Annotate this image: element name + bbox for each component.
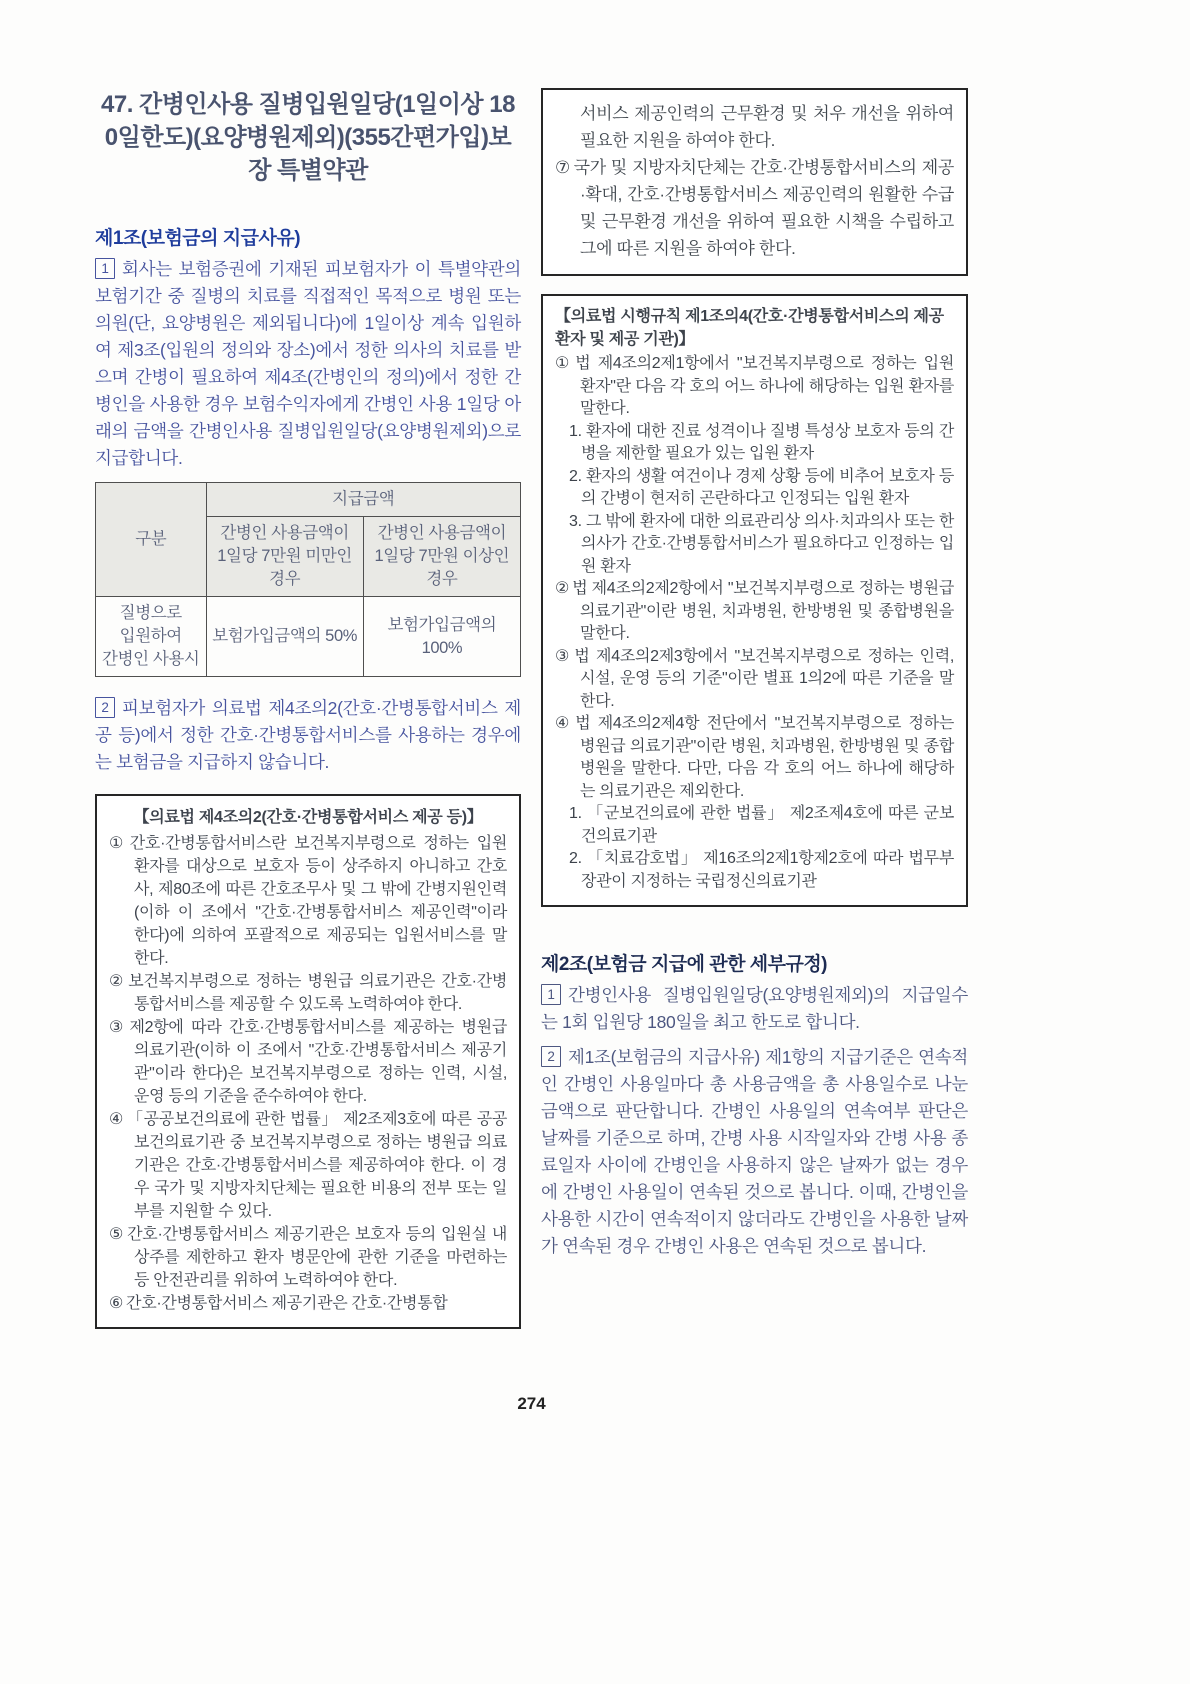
circled-number: ② [555,580,570,597]
article1-heading: 제1조(보험금의 지급사유) [95,228,301,249]
document-title: 47. 간병인사용 질병입원일당(1일이상 180일한도)(요양병원제외)(355간편가입)보장 특별약관 [101,91,515,184]
table-header-payment: 지급금액 [206,483,521,517]
law-box-item [555,713,954,803]
squared-number-1: 1 [541,984,561,1005]
squared-number-2: 2 [95,697,115,718]
squared-number-1: 1 [95,258,115,279]
law-box-item [555,578,954,646]
table-row-value-100: 보험가입금액의 100% [363,597,520,677]
law-box-item [109,1292,507,1315]
article2-paragraph-2 [541,1044,968,1260]
article2-paragraph-1 [541,982,968,1036]
article1-paragraph-1-text: 회사는 보험증권에 기재된 피보험자가 이 특별약관의 보험기간 중 질병의 치료를 직접적인 목적으로 병원 또는 의원(단, 요양병원은 제외됩니다)에 1일이상 계속 입원하여 제3조(입원의 정의와 장소)에서 정한 의사의 치료를 받으며 간병이 필요하여 제4조(간병인의 정의)에서 정한 간병인을 사용한 경우 보험수익자에게 간병인 사용 1일당 아래의 금액을 간병인사용 질병입원일당(요양병원제외)으로 지급합니다. [95,259,521,468]
circled-number: ⑦ [555,158,571,177]
law-box-item-text: 제2항에 따라 간호·간병통합서비스를 제공하는 병원급 의료기관(이하 이 조에서 "간호·간병통합서비스 제공기관"이라 한다)은 보건복지부령으로 정하는 인력, 시설, 운영 등의 기준을 준수하여야 한다. [129,1019,507,1105]
right-column [541,88,968,1268]
circled-number: ④ [109,1111,124,1128]
law-box-item [555,353,954,421]
page-number: 274 [517,1394,546,1413]
table-row-label: 질병으로 입원하여 간병인 사용시 [96,597,207,677]
law-box-enforcement-rule [541,294,968,907]
benefit-table [95,482,521,677]
article2-section [541,949,968,1260]
circled-number: ① [555,355,573,372]
law-box-item [109,970,507,1016]
law-box-sub-item: 1. 환자에 대한 진료 성격이나 질병 특성상 보호자 등의 간병을 제한할 필요가 있는 입원 환자 [569,422,954,462]
law-box-sub-item: 3. 그 밖에 환자에 대한 의료관리상 의사·치과의사 또는 한의사가 간호·간병통합서비스가 필요하다고 인정하는 입원 환자 [569,512,954,575]
article1-paragraph-1 [95,256,521,472]
law-box-continuation-text: 서비스 제공인력의 근무환경 및 처우 개선을 위하여 필요한 지원을 하여야 한다. [580,104,954,150]
left-column [95,88,521,1329]
law-box-item-text: 간호·간병통합서비스란 보건복지부령으로 정하는 입원 환자를 대상으로 보호자 등이 상주하지 아니하고 간호사, 제80조에 따른 간호조무사 및 그 밖에 간병지원인력(이하 이 조에서 "간호·간병통합서비스 제공인력"이라 한다)에 의하여 포괄적으로 제공되는 입원서비스를 말한다. [129,835,508,967]
table-row-value-50: 보험가입금액의 50% [206,597,363,677]
law-box-item [109,1223,507,1292]
table-subheader-over-70k: 간병인 사용금액이 1일당 7만원 이상인 경우 [363,517,520,597]
table-header-category: 구분 [96,483,207,597]
table-row [96,597,521,677]
circled-number: ④ [555,715,573,732]
law-box-medical-act-continued [541,88,968,276]
law-box-item [109,1016,507,1108]
law-box-item [109,832,507,970]
article2-heading: 제2조(보험금 지급에 관한 세부규정) [541,954,828,975]
circled-number: ⑥ [109,1295,124,1312]
law-box-item [555,154,954,262]
law-box-enforcement-rule-title: 【의료법 시행규칙 제1조의4(간호·간병통합서비스의 제공 환자 및 제공 기관)】 [555,308,944,348]
circled-number: ② [109,973,126,990]
law-box-medical-act [95,794,521,1329]
circled-number: ⑤ [109,1226,125,1243]
circled-number: ③ [555,647,572,665]
law-box-item-text: 간호·간병통합서비스 제공기관은 간호·간병통합 [126,1295,448,1312]
law-box-item-text: 보건복지부령으로 정하는 병원급 의료기관은 간호·간병통합서비스를 제공할 수 있도록 노력하여야 한다. [128,973,508,1013]
law-box-item-text: 간호·간병통합서비스 제공기관은 보호자 등의 입원실 내 상주를 제한하고 환자 병문안에 관한 기준을 마련하는 등 안전관리를 위하여 노력하여야 한다. [127,1226,508,1289]
circled-number: ③ [109,1019,127,1036]
article2-paragraph-1-text: 간병인사용 질병입원일당(요양병원제외)의 지급일수는 1회 입원당 180일을 최고 한도로 합니다. [541,985,968,1032]
law-box-item-text: 법 제4조의2제3항에서 "보건복지부령으로 정하는 인력, 시설, 운영 등의 기준"이란 별표 1의2에 따른 기준을 말한다. [574,647,954,710]
law-box-item-text: 법 제4조의2제4항 전단에서 "보건복지부령으로 정하는 병원급 의료기관"이란 병원, 치과병원, 한방병원 및 종합병원을 말한다. 다만, 다음 각 호의 어느 하나에 해당하는 의료기관은 제외한다. [575,715,954,800]
law-box-item-text: 법 제4조의2제1항에서 "보건복지부령으로 정하는 입원 환자"란 다음 각 호의 어느 하나에 해당하는 입원 환자를 말한다. [575,355,954,417]
law-box-item-text: 법 제4조의2제2항에서 "보건복지부령으로 정하는 병원급 의료기관"이란 병원, 치과병원, 한방병원 및 종합병원을 말한다. [572,580,954,642]
law-box-medical-act-title: 【의료법 제4조의2(간호·간병통합서비스 제공 등)】 [133,809,483,826]
circled-number: ① [109,835,127,852]
table-subheader-under-70k: 간병인 사용금액이 1일당 7만원 미만인 경우 [206,517,363,597]
article1-paragraph-2-text: 피보험자가 의료법 제4조의2(간호·간병통합서비스 제공 등)에서 정한 간호·간병통합서비스를 사용하는 경우에는 보험금을 지급하지 않습니다. [95,698,521,772]
squared-number-2: 2 [541,1046,561,1067]
law-box-item [555,646,954,714]
law-box-item [109,1108,507,1223]
article1-paragraph-2 [95,695,521,776]
law-box-sub-item: 1. 「군보건의료에 관한 법률」 제2조제4호에 따른 군보건의료기관 [569,805,954,845]
law-box-sub-item: 2. 환자의 생활 여건이나 경제 상황 등에 비추어 보호자 등의 간병이 현저히 곤란하다고 인정되는 입원 환자 [569,467,954,507]
law-box-item-text: 「공공보건의료에 관한 법률」 제2조제3호에 따른 공공보건의료기관 중 보건복지부령으로 정하는 병원급 의료기관은 간호·간병통합서비스를 제공하여야 한다. 이 경우 국가 및 지방자치단체는 필요한 비용의 전부 또는 일부를 지원할 수 있다. [127,1111,507,1220]
law-box-sub-item: 2. 「치료감호법」 제16조의2제1항제2호에 따라 법무부장관이 지정하는 국립정신의료기관 [569,850,954,890]
law-box-item-text: 국가 및 지방자치단체는 간호·간병통합서비스의 제공·확대, 간호·간병통합서비스 제공인력의 원활한 수급 및 근무환경 개선을 위하여 필요한 시책을 수립하고 그에 따른 지원을 하여야 한다. [573,158,954,258]
article2-paragraph-2-text: 제1조(보험금의 지급사유) 제1항의 지급기준은 연속적인 간병인 사용일마다 총 사용금액을 총 사용일수로 나눈 금액으로 판단합니다. 간병인 사용일의 연속여부 판단은 날짜를 기준으로 하며, 간병 사용 시작일자와 간병 사용 종료일자 사이에 간병인을 사용하지 않은 날짜가 없는 경우에 간병인 사용일이 연속된 것으로 봅니다. 이때, 간병인을 사용한 시간이 연속적이지 않더라도 간병인을 사용한 날짜가 연속된 경우 간병인 사용은 연속된 것으로 봅니다. [541,1047,968,1256]
